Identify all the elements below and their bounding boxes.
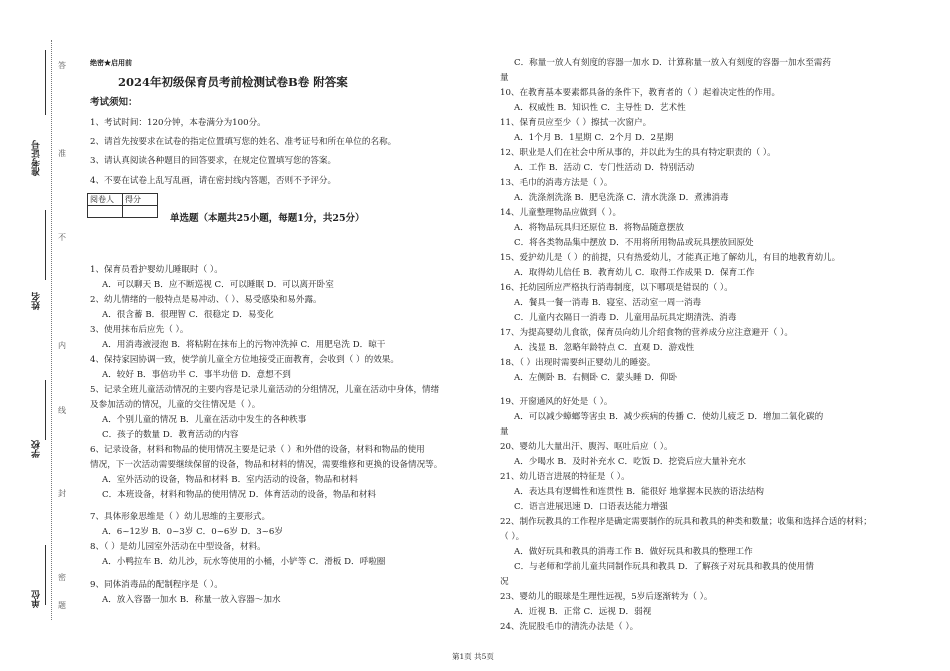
q-line: 况 bbox=[500, 577, 509, 587]
q-line: 19、开窗通风的好处是（ ）。 bbox=[500, 397, 613, 407]
q-line: A．可以聊天 B．应不断巡视 C．可以睡眠 D．可以离开卧室 bbox=[102, 280, 334, 290]
q-line: A．权威性 B．知识性 C．主导性 D．艺术性 bbox=[514, 103, 686, 113]
q-line: C．本班设备，材料和物品的使用情况 D．体育活动的设备，物品和材料 bbox=[102, 490, 377, 500]
q-line: A．工作 B．活动 C．专门性活动 D．特别活动 bbox=[514, 163, 695, 173]
q-line: A．取得幼儿信任 B．教育幼儿 C．取得工作成果 D．保育工作 bbox=[514, 268, 755, 278]
q-line: 13、毛巾的消毒方法是（ ）。 bbox=[500, 178, 613, 188]
label-unit: 单位 bbox=[32, 590, 42, 608]
page-title: 2024年初级保育员考前检测试卷B卷 附答案 bbox=[118, 75, 348, 89]
seal-char: 答 bbox=[58, 61, 66, 70]
notice-item: 1、考试时间：120分钟，本卷满分为100分。 bbox=[90, 118, 266, 128]
q-line: C．语言进展迅速 D．口语表达能力增强 bbox=[514, 502, 668, 512]
q-line: 21、幼儿语言进展的特征是（ ）。 bbox=[500, 472, 630, 482]
q-line: 5、记录全班儿童活动情况的主要内容是记录儿童活动的分组情况，儿童在活动中身体，情绪 bbox=[90, 385, 440, 395]
q-line: 24、洗屁股毛巾的清洗办法是（ ）。 bbox=[500, 622, 639, 632]
q-line: 18、（ ）出现时需要纠正婴幼儿的睡姿。 bbox=[500, 358, 656, 368]
q-line: A．放入容器一加水 B．称量一放入容器～加水 bbox=[102, 595, 281, 605]
q-line: 12、职业是人们在社会中所从事的，并以此为生的具有特定职责的（ ）。 bbox=[500, 148, 776, 158]
q-line: C．与老师和学前儿童共同制作玩具和教具 D．了解孩子对玩具和教具的使用情 bbox=[514, 562, 814, 572]
section-title: 单选题（本题共25小题，每题1分，共25分） bbox=[170, 213, 365, 224]
q-line: 16、托幼园所应严格执行消毒制度，以下哪项是错误的（ ）。 bbox=[500, 283, 733, 293]
q-line: 2、幼儿情绪的一般特点是易冲动、（ ）、易受感染和易外露。 bbox=[90, 295, 322, 305]
q-line: A．表达具有逻辑性和连贯性 B．能很好 地掌握本民族的语法结构 bbox=[514, 487, 765, 497]
q-line: 14、儿童整理物品应做到（ ）。 bbox=[500, 208, 622, 218]
notice-item: 2、请首先按要求在试卷的指定位置填写您的姓名、准考证号和所在单位的名称。 bbox=[90, 137, 397, 147]
q-line: 情况，下一次活动需要继续保留的设备，物品和材料的情况，需要维修和更换的设备情况等。 bbox=[90, 460, 443, 470]
q-line: C．称量一放人有刻度的容器一加水 D．计算称量一放入有刻度的容器一加水至需药 bbox=[514, 58, 831, 68]
q-line: A．室外活动的设备，物品和材料 B．室内活动的设备，物品和材料 bbox=[102, 475, 358, 485]
q-line: 22、制作玩教具的工作程序是确定需要制作的玩具和教具的种类和数量；收集和选择合适的材料； bbox=[500, 517, 872, 527]
q-line: 9、同体消毒品的配制程序是（ ）。 bbox=[90, 580, 223, 590]
seal-char: 不 bbox=[58, 233, 66, 242]
q-line: A．6~12岁 B．0~3岁 C．0~6岁 D．3~6岁 bbox=[102, 527, 283, 537]
q-line: A．可以减少蟑螂等害虫 B．减少疾病的传播 C．使幼儿疲乏 D．增加二氧化碳的 bbox=[514, 412, 824, 422]
q-line: 8、（ ）是幼儿园室外活动在中型设备，材料。 bbox=[90, 542, 266, 552]
q-line: A．左侧卧 B．右侧卧 C．蒙头睡 D．仰卧 bbox=[514, 373, 678, 383]
seal-char: 准 bbox=[58, 149, 66, 158]
q-line: A．做好玩具和教具的消毒工作 B．做好玩具和教具的整理工作 bbox=[514, 547, 753, 557]
q-line: 20、婴幼儿大量出汗、腹泻、呕吐后应（ ）。 bbox=[500, 442, 673, 452]
q-line: 11、保育员应至少（ ）擦拭一次窗户。 bbox=[500, 118, 652, 128]
q-line: 23、婴幼儿的眼球是生理性远视，5岁后逐渐转为（ ）。 bbox=[500, 592, 713, 602]
seal-char: 封 bbox=[58, 489, 66, 498]
binding-line bbox=[51, 40, 52, 620]
q-line: 4、保持家园协调一致，使学前儿童全方位地接受正面教育，会收到（ ）的效果。 bbox=[90, 355, 399, 365]
q-line: A．个别儿童的情况 B．儿童在活动中发生的各种秩事 bbox=[102, 415, 307, 425]
q-line: 6、记录设备，材料和物品的使用情况主要是记录（ ）和外借的设备，材料和物品的使用 bbox=[90, 445, 425, 455]
underline-name bbox=[45, 210, 46, 280]
q-line: 10、在教育基本要素都具备的条件下，教育者的（ ）起着决定性的作用。 bbox=[500, 88, 781, 98]
q-line: （ ）。 bbox=[500, 532, 525, 542]
q-line: A．少喝水 B．及时补充水 C．吃饭 D．挖瓷后应大量补充水 bbox=[514, 457, 746, 467]
q-line: A．用消毒液浸泡 B．将粘附在抹布上的污物冲洗掉 C．用肥皂洗 D．晾干 bbox=[102, 340, 386, 350]
q-line: A．较好 B．事倍功半 C．事半功倍 D．意想不到 bbox=[102, 370, 291, 380]
q-line: 及参加活动的情况，儿童的交往情况是（ ）。 bbox=[90, 400, 261, 410]
q-line: A．近视 B．正常 C．远视 D．弱视 bbox=[514, 607, 652, 617]
seal-char: 内 bbox=[58, 341, 66, 350]
q-line: 17、为提高婴幼儿食欲，保育员向幼儿介绍食物的营养成分应注意避开（ ）。 bbox=[500, 328, 793, 338]
seal-char: 线 bbox=[58, 406, 66, 415]
notice-heading: 考试须知： bbox=[90, 97, 138, 108]
q-line: A．很含蓄 B．很理智 C．很稳定 D．易变化 bbox=[102, 310, 274, 320]
q-line: A．洗涤剂洗涤 B．肥皂洗涤 C．清水洗涤 D．煮沸消毒 bbox=[514, 193, 729, 203]
q-line: 1、保育员看护婴幼儿睡眠时（ ）。 bbox=[90, 265, 223, 275]
grader-table bbox=[87, 193, 158, 218]
label-name: 姓名 bbox=[32, 292, 42, 310]
q-line: 15、爱护幼儿是（ ）的前提，只有热爱幼儿，才能真正地了解幼儿，有目的地教育幼儿。 bbox=[500, 253, 841, 263]
q-line: 7、具体形象思维是（ ）幼儿思维的主要形式。 bbox=[90, 512, 271, 522]
q-line: C．孩子的数量 D．教育活动的内容 bbox=[102, 430, 239, 440]
q-line: C．儿童内衣隔日一消毒 D．儿童用品玩具定期清洗、消毒 bbox=[514, 313, 737, 323]
underline-school bbox=[45, 380, 46, 440]
score-label: 得分 bbox=[123, 194, 158, 206]
q-line: A．餐具一餐一消毒 B．寝室、活动室一周一消毒 bbox=[514, 298, 702, 308]
seal-char: 题 bbox=[58, 601, 66, 610]
q-line: 量 bbox=[500, 427, 509, 437]
secret-label: 绝密★启用前 bbox=[90, 58, 132, 67]
q-line: C．将各类物品集中摆放 D．不用将所用物品或玩具摆放回原处 bbox=[514, 238, 754, 248]
label-exam-id: 准考证号 bbox=[32, 140, 42, 176]
grader-cell[interactable] bbox=[88, 206, 123, 218]
q-line: A．浅显 B．忽略年龄特点 C．直观 D．游戏性 bbox=[514, 343, 695, 353]
notice-item: 3、请认真阅读各种题目的回答要求，在规定位置填写您的答案。 bbox=[90, 156, 337, 166]
label-school: 学校 bbox=[32, 440, 42, 458]
page-number: 第1页 共5页 bbox=[452, 652, 494, 661]
q-line: A．1个月 B．1星期 C．2个月 D．2星期 bbox=[514, 133, 674, 143]
underline-exam-id bbox=[45, 50, 46, 115]
underline-unit bbox=[45, 545, 46, 605]
q-line: A．小鸭拉车 B．幼儿沙，玩水等使用的小桶，小铲等 C．滑板 D．呼啦圈 bbox=[102, 557, 386, 567]
q-line: 量 bbox=[500, 73, 509, 83]
q-line: A．将物品玩具归还原位 B．将物品随意摆放 bbox=[514, 223, 684, 233]
score-cell[interactable] bbox=[123, 206, 158, 218]
seal-char: 密 bbox=[58, 573, 66, 582]
notice-item: 4、不要在试卷上乱写乱画，请在密封线内答题，否则不予评分。 bbox=[90, 176, 337, 186]
q-line: 3、使用抹布后应先（ ）。 bbox=[90, 325, 189, 335]
grader-label: 阅卷人 bbox=[88, 194, 123, 206]
